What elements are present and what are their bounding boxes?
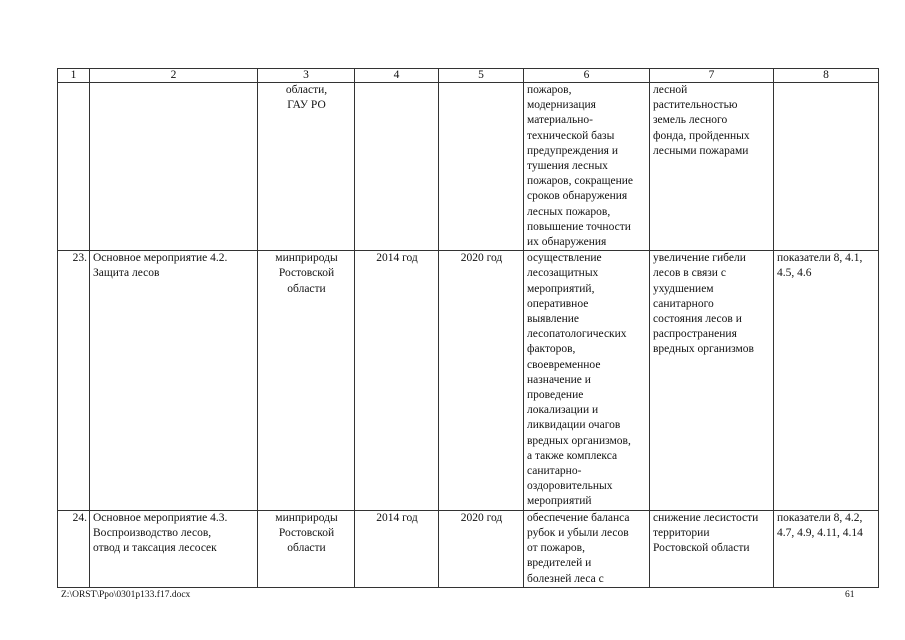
- end-cell: 2020 год: [439, 251, 524, 510]
- footer-file-path: Z:\ORST\Ppo\0301p133.f17.docx: [61, 590, 191, 600]
- indicators-cell: показатели 8, 4.1, 4.5, 4.6: [774, 251, 879, 510]
- column-header: 1: [58, 69, 90, 83]
- measure-name-cell: [90, 83, 258, 251]
- indicators-cell: [774, 83, 879, 251]
- table-row: [58, 251, 879, 510]
- table-row: [58, 83, 879, 251]
- column-header: 3: [258, 69, 355, 83]
- executor-cell: области, ГАУ РО: [258, 83, 355, 251]
- row-number-cell: 24.: [58, 510, 90, 587]
- start-cell: [355, 83, 439, 251]
- description-cell: осуществление лесозащитных мероприятий, оперативное выявление лесопатологических факторов, своевременное назначение и проведение локализации и ликвидации очагов вредных организмов, а также комплекса санитарно- оздоровительных мероприятий: [524, 251, 650, 510]
- consequence-cell: лесной растительностью земель лесного фонда, пройденных лесными пожарами: [650, 83, 774, 251]
- end-cell: [439, 83, 524, 251]
- consequence-cell: увеличение гибели лесов в связи с ухудшением санитарного состояния лесов и распространения вредных организмов: [650, 251, 774, 510]
- table-row: [58, 510, 879, 587]
- column-header: 7: [650, 69, 774, 83]
- start-cell: 2014 год: [355, 251, 439, 510]
- end-cell: 2020 год: [439, 510, 524, 587]
- column-header: 5: [439, 69, 524, 83]
- row-number-cell: [58, 83, 90, 251]
- row-number-cell: 23.: [58, 251, 90, 510]
- page-number: 61: [845, 590, 855, 600]
- start-cell: 2014 год: [355, 510, 439, 587]
- indicators-cell: показатели 8, 4.2, 4.7, 4.9, 4.11, 4.14: [774, 510, 879, 587]
- column-header: 2: [90, 69, 258, 83]
- column-header: 8: [774, 69, 879, 83]
- description-cell: обеспечение баланса рубок и убыли лесов от пожаров, вредителей и болезней леса с: [524, 510, 650, 587]
- consequence-cell: снижение лесистости территории Ростовской области: [650, 510, 774, 587]
- column-header: 6: [524, 69, 650, 83]
- measures-table: [57, 68, 879, 588]
- measure-name-cell: Основное мероприятие 4.3. Воспроизводство лесов, отвод и таксация лесосек: [90, 510, 258, 587]
- executor-cell: минприроды Ростовской области: [258, 251, 355, 510]
- description-cell: пожаров, модернизация материально- технической базы предупреждения и тушения лесных пожаров, сокращение сроков обнаружения лесных пожаров, повышение точности их обнаружения: [524, 83, 650, 251]
- column-header: 4: [355, 69, 439, 83]
- table-header-row: [58, 69, 879, 83]
- executor-cell: минприроды Ростовской области: [258, 510, 355, 587]
- measure-name-cell: Основное мероприятие 4.2. Защита лесов: [90, 251, 258, 510]
